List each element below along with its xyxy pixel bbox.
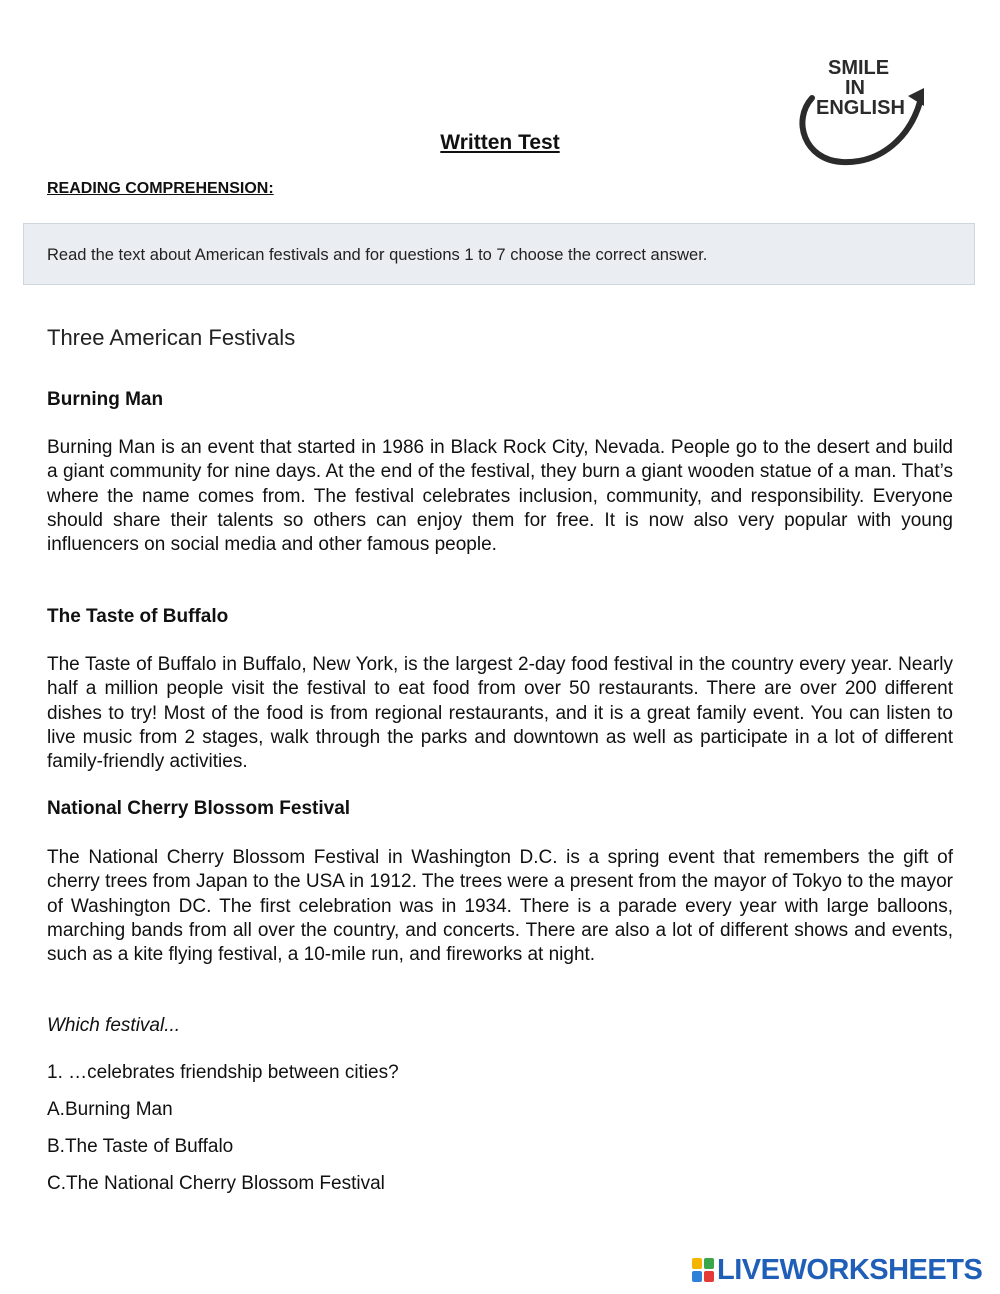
- answer-option-b[interactable]: B.The Taste of Buffalo: [47, 1136, 234, 1157]
- page-title: Written Test: [440, 131, 560, 154]
- festival-text-cherry-blossom: The National Cherry Blossom Festival in Washington D.C. is a spring event that remembers the gift of cherry trees from Japan to the USA in 1912. The trees were a present from the mayor of Tokyo to the mayor of Washington DC. The first celebration was in 1934. There is a parade every year with large balloons, marching bands from all over the country, and concerts. There are also a lot of different shows and events, such as a kite flying festival, a 10-mile run, and fireworks at night.: [47, 847, 953, 966]
- icon-square-2: [704, 1258, 714, 1269]
- question-prompt: Which festival...: [47, 1015, 181, 1036]
- question-1: 1. …celebrates friendship between cities?: [47, 1062, 399, 1083]
- liveworksheets-brand: [692, 1253, 982, 1287]
- logo-line-3: ENGLISH: [816, 97, 905, 119]
- instruction-box: [23, 223, 975, 285]
- icon-square-4: [704, 1271, 714, 1282]
- answer-option-c[interactable]: C.The National Cherry Blossom Festival: [47, 1173, 385, 1194]
- festival-text-burning-man: Burning Man is an event that started in 1986 in Black Rock City, Nevada. People go to the desert and build a giant community for nine days. At the end of the festival, they burn a giant wooden statue of a man. That’s where the name comes from. The festival celebrates inclusion, community, and responsibility. Everyone should share their talents so others can enjoy them for free. It is now also very popular with young influencers on social media and other famous people.: [47, 437, 953, 556]
- liveworksheets-wordmark: LIVEWORKSHEETS: [717, 1253, 983, 1286]
- festival-heading-cherry-blossom: National Cherry Blossom Festival: [47, 798, 351, 819]
- icon-square-3: [692, 1271, 702, 1282]
- answer-option-a[interactable]: A.Burning Man: [47, 1099, 173, 1120]
- document-heading: Three American Festivals: [47, 325, 296, 350]
- festival-heading-burning-man: Burning Man: [47, 389, 164, 410]
- logo-line-1: SMILE: [828, 57, 890, 79]
- logo-line-2: IN: [845, 77, 865, 99]
- festival-text-taste-of-buffalo: The Taste of Buffalo in Buffalo, New York, is the largest 2-day food festival in the country every year. Nearly half a million people visit the festival to eat food from over 50 restaurants. There are over 200 different dishes to try! Most of the food is from regional restaurants, and it is a great family event. You can listen to live music from 2 stages, walk through the parks and downtown as well as participate in a lot of different family-friendly activities.: [47, 654, 953, 773]
- festival-heading-taste-of-buffalo: The Taste of Buffalo: [47, 606, 229, 627]
- instruction-text: Read the text about American festivals and for questions 1 to 7 choose the correct answer.: [47, 246, 708, 264]
- icon-square-1: [692, 1258, 702, 1269]
- section-label: READING COMPREHENSION:: [47, 180, 274, 197]
- liveworksheets-icon: [692, 1258, 714, 1282]
